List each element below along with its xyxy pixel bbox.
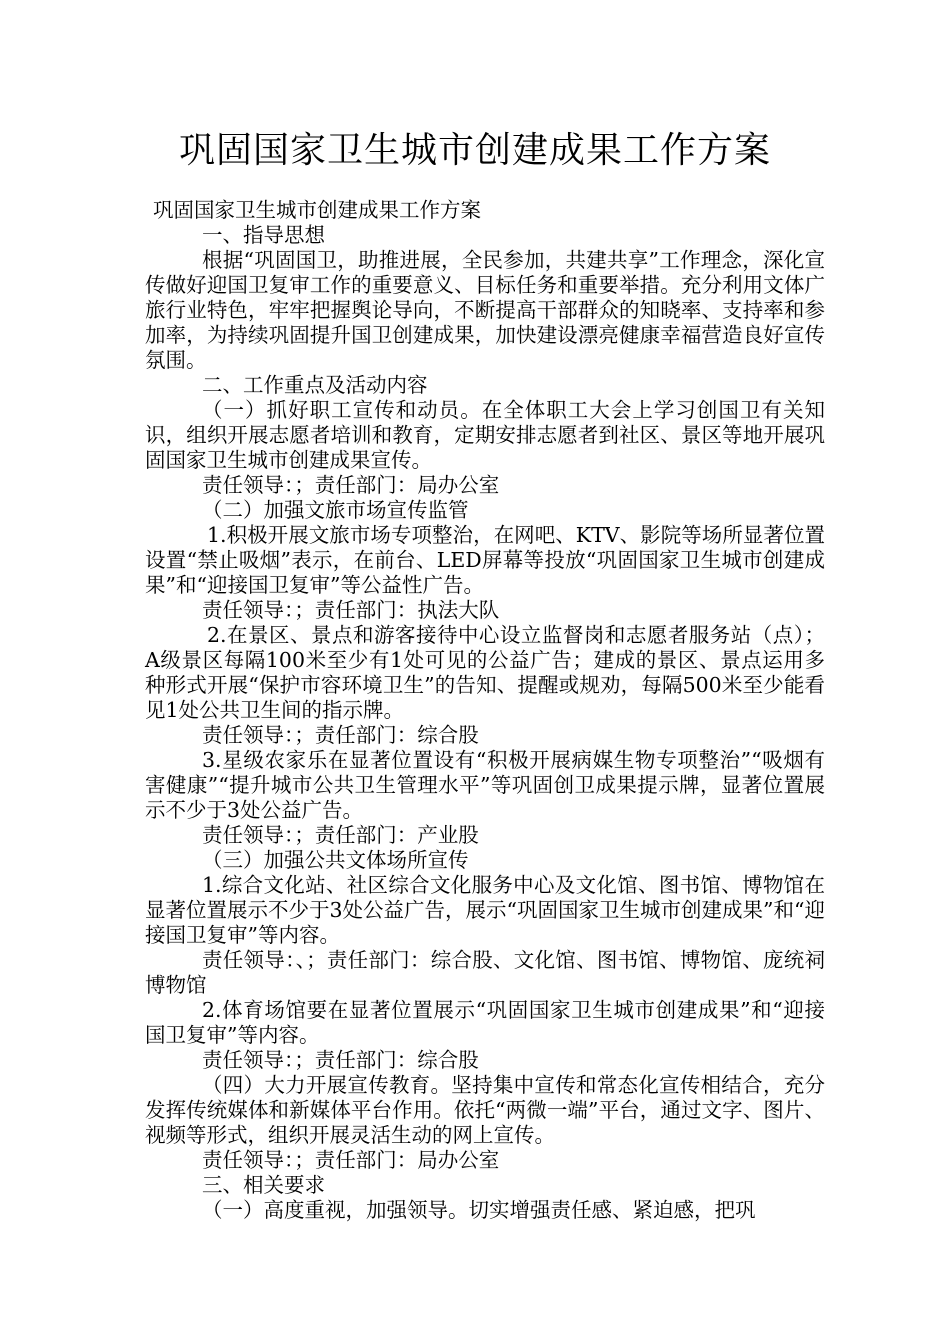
body-paragraph: （四）大力开展宣传教育。坚持集中宣传和常态化宣传相结合，充分发挥传统媒体和新媒体平台作用。依托“两微一端”平台，通过文字、图片、视频等形式，组织开展灵活生动的网上宣传。	[145, 1073, 825, 1147]
body-paragraph: 2.在景区、景点和游客接待中心设立监督岗和志愿者服务站（点）；A级景区每隔100米至少有1处可见的公益广告；建成的景区、景点运用多种形式开展“保护市容环境卫生”的告知、提醒或规劝，每隔500米至少能看见1处公共卫生间的指示牌。	[145, 623, 825, 722]
body-paragraph: 责任领导：；责任部门：产业股	[202, 823, 479, 847]
body-paragraph: 责任领导：；责任部门：执法大队	[202, 598, 500, 622]
document-title: 巩固国家卫生城市创建成果工作方案	[178, 130, 771, 171]
body-paragraph: 责任领导：、；责任部门：综合股、文化馆、图书馆、博物馆、庞统祠博物馆	[145, 948, 825, 997]
body-paragraph: 二、工作重点及活动内容	[202, 373, 428, 397]
body-paragraph: 责任领导：；责任部门：综合股	[202, 1048, 479, 1072]
body-paragraph: 1.积极开展文旅市场专项整治，在网吧、KTV、影院等场所显著位置设置“禁止吸烟”表示，在前台、LED屏幕等投放“巩固国家卫生城市创建成果”和“迎接国卫复审”等公益性广告。	[145, 523, 825, 597]
body-paragraph: 1.综合文化站、社区综合文化服务中心及文化馆、图书馆、博物馆在显著位置展示不少于3处公益广告，展示“巩固国家卫生城市创建成果”和“迎接国卫复审”等内容。	[145, 873, 825, 947]
body-paragraph: 2.体育场馆要在显著位置展示“巩固国家卫生城市创建成果”和“迎接国卫复审”等内容。	[145, 998, 825, 1047]
body-paragraph: （一）高度重视，加强领导。切实增强责任感、紧迫感，把巩	[202, 1198, 756, 1222]
body-paragraph: 三、相关要求	[202, 1173, 325, 1197]
body-paragraph: （二）加强文旅市场宣传监管	[202, 498, 469, 522]
body-paragraph: 责任领导：；责任部门：局办公室	[202, 473, 500, 497]
body-paragraph: 一、指导思想	[202, 223, 325, 247]
body-paragraph: 责任领导：；责任部门：综合股	[202, 723, 479, 747]
body-paragraph: 根据“巩固国卫，助推进展，全民参加，共建共享”工作理念，深化宣传做好迎国卫复审工作的重要意义、目标任务和重要举措。充分利用文体广旅行业特色，牢牢把握舆论导向，不断提高干部群众的知晓率、支持率和参加率，为持续巩固提升国卫创建成果，加快建设漂亮健康幸福营造良好宣传氛围。	[145, 248, 825, 372]
body-paragraph: 巩固国家卫生城市创建成果工作方案	[153, 198, 481, 222]
body-paragraph: 3.星级农家乐在显著位置设有“积极开展病媒生物专项整治”“吸烟有害健康”“提升城市公共卫生管理水平”等巩固创卫成果提示牌，显著位置展示不少于3处公益广告。	[145, 748, 825, 822]
body-paragraph: 责任领导：；责任部门：局办公室	[202, 1148, 500, 1172]
document-body	[145, 198, 825, 1223]
body-paragraph: （三）加强公共文体场所宣传	[202, 848, 469, 872]
body-paragraph: （一）抓好职工宣传和动员。在全体职工大会上学习创国卫有关知识，组织开展志愿者培训和教育，定期安排志愿者到社区、景区等地开展巩固国家卫生城市创建成果宣传。	[145, 398, 825, 472]
